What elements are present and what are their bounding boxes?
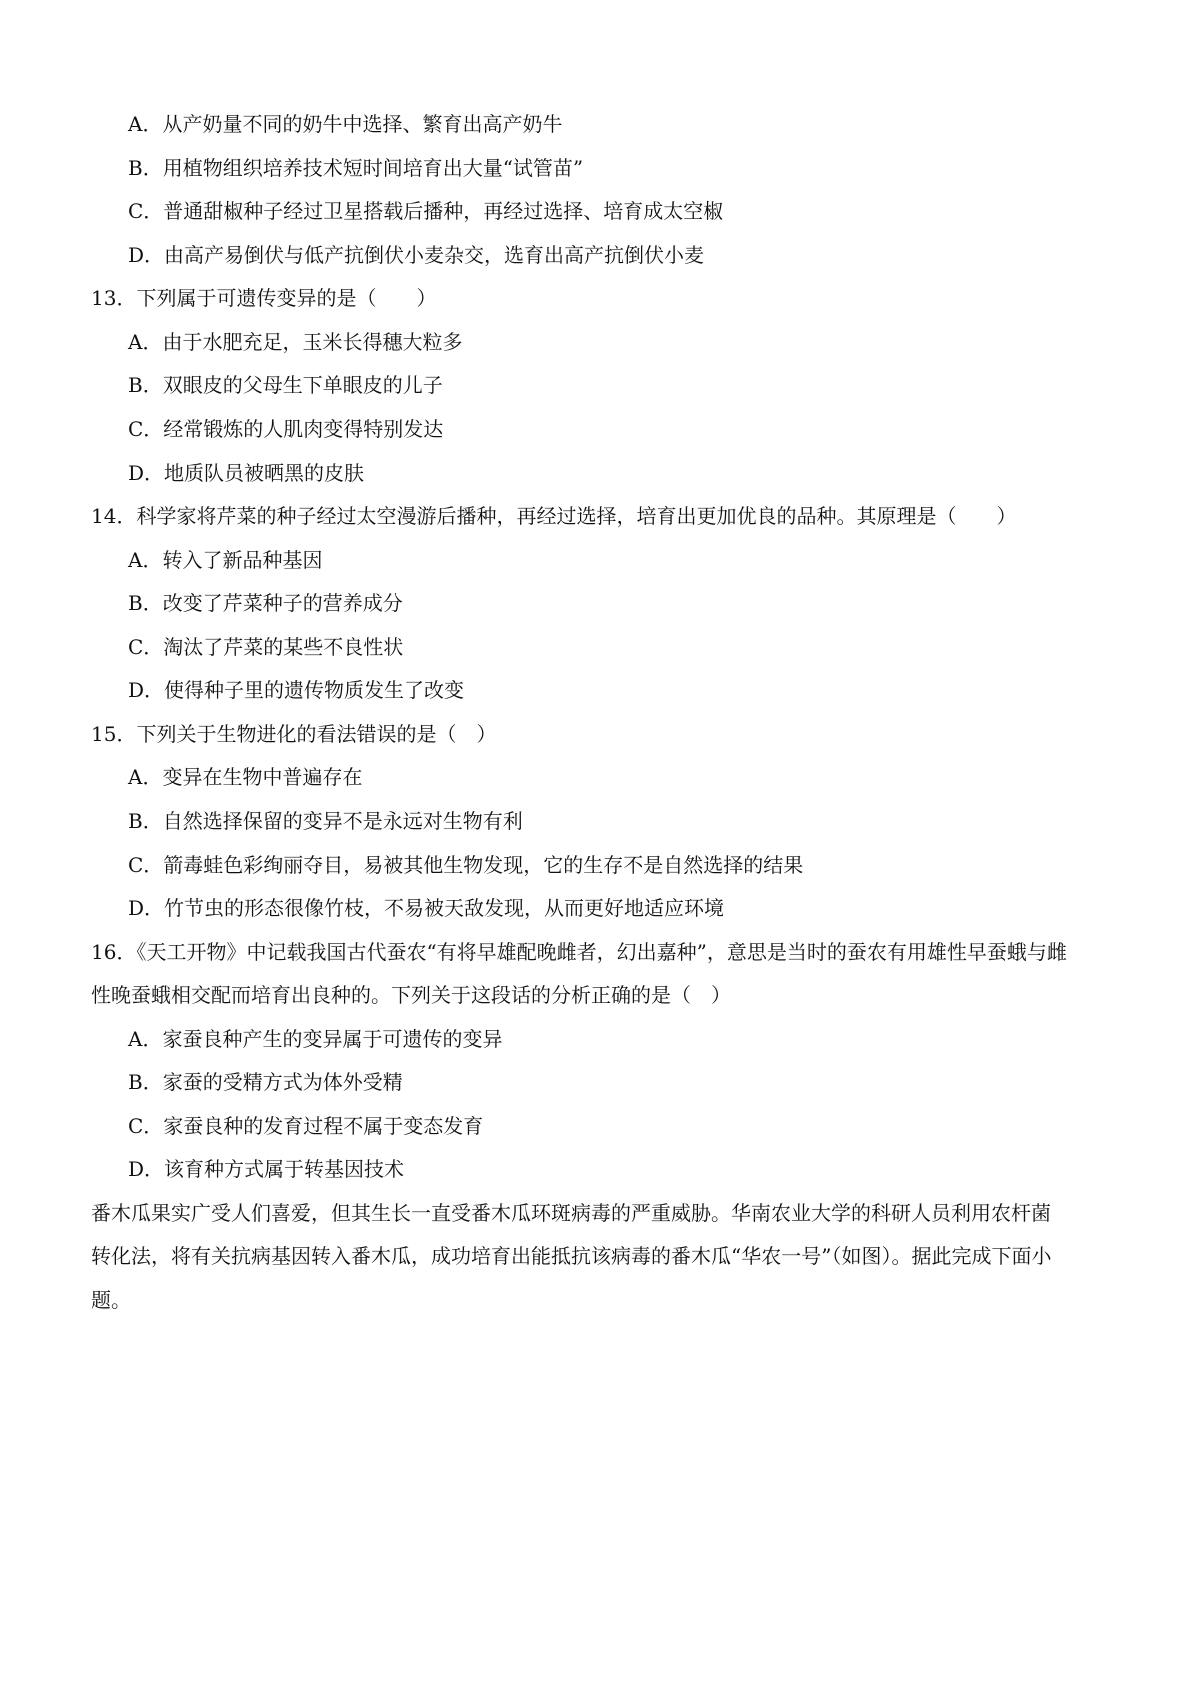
q14-stem: 14．科学家将芹菜的种子经过太空漫游后播种，再经过选择，培育出更加优良的品种。其原理是（ ）	[91, 504, 1017, 528]
q15-option-d: D．竹节虫的形态很像竹枝，不易被天敌发现，从而更好地适应环境	[128, 896, 725, 920]
q12-option-b: B．用植物组织培养技术短时间培育出大量“试管苗”	[128, 156, 584, 180]
q16-option-b: B．家蚕的受精方式为体外受精	[128, 1070, 403, 1094]
passage-line1: 番木瓜果实广受人们喜爱，但其生长一直受番木瓜环斑病毒的严重威胁。华南农业大学的科研人员利用农杆菌	[91, 1201, 1051, 1225]
q13-option-c: C．经常锻炼的人肌肉变得特别发达	[128, 417, 444, 441]
passage-line2: 转化法，将有关抗病基因转入番木瓜，成功培育出能抵抗该病毒的番木瓜“华农一号”（如图）。据此完成下面小	[91, 1244, 1052, 1268]
q13-option-a: A．由于水肥充足，玉米长得穗大粒多	[128, 330, 463, 354]
q16-stem-line1: 16．《天工开物》中记载我国古代蚕农“有将早雄配晚雌者，幻出嘉种”，意思是当时的蚕农有用雄性早蚕蛾与雌	[91, 940, 1067, 964]
q15-option-a: A．变异在生物中普遍存在	[128, 765, 363, 789]
q16-stem-line2: 性晚蚕蛾相交配而培育出良种的。下列关于这段话的分析正确的是（ ）	[91, 983, 731, 1007]
passage-line3: 题。	[91, 1288, 131, 1312]
q15-option-b: B．自然选择保留的变异不是永远对生物有利	[128, 809, 523, 833]
q13-option-b: B．双眼皮的父母生下单眼皮的儿子	[128, 373, 443, 397]
q16-option-a: A．家蚕良种产生的变异属于可遗传的变异	[128, 1027, 503, 1051]
q16-option-d: D．该育种方式属于转基因技术	[128, 1157, 405, 1181]
q15-stem: 15．下列关于生物进化的看法错误的是（ ）	[91, 722, 497, 746]
q14-option-a: A．转入了新品种基因	[128, 548, 323, 572]
q14-option-d: D．使得种子里的遗传物质发生了改变	[128, 678, 465, 702]
q16-option-c: C．家蚕良种的发育过程不属于变态发育	[128, 1114, 484, 1138]
q15-option-c: C．箭毒蛙色彩绚丽夺目，易被其他生物发现，它的生存不是自然选择的结果	[128, 853, 804, 877]
q14-option-c: C．淘汰了芹菜的某些不良性状	[128, 635, 404, 659]
q13-stem: 13．下列属于可遗传变异的是（ ）	[91, 286, 437, 310]
q13-option-d: D．地质队员被晒黑的皮肤	[128, 461, 365, 485]
q14-option-b: B．改变了芹菜种子的营养成分	[128, 591, 403, 615]
q12-option-c: C．普通甜椒种子经过卫星搭载后播种，再经过选择、培育成太空椒	[128, 199, 724, 223]
q12-option-d: D．由高产易倒伏与低产抗倒伏小麦杂交，选育出高产抗倒伏小麦	[128, 243, 705, 267]
q12-option-a: A．从产奶量不同的奶牛中选择、繁育出高产奶牛	[128, 112, 563, 136]
